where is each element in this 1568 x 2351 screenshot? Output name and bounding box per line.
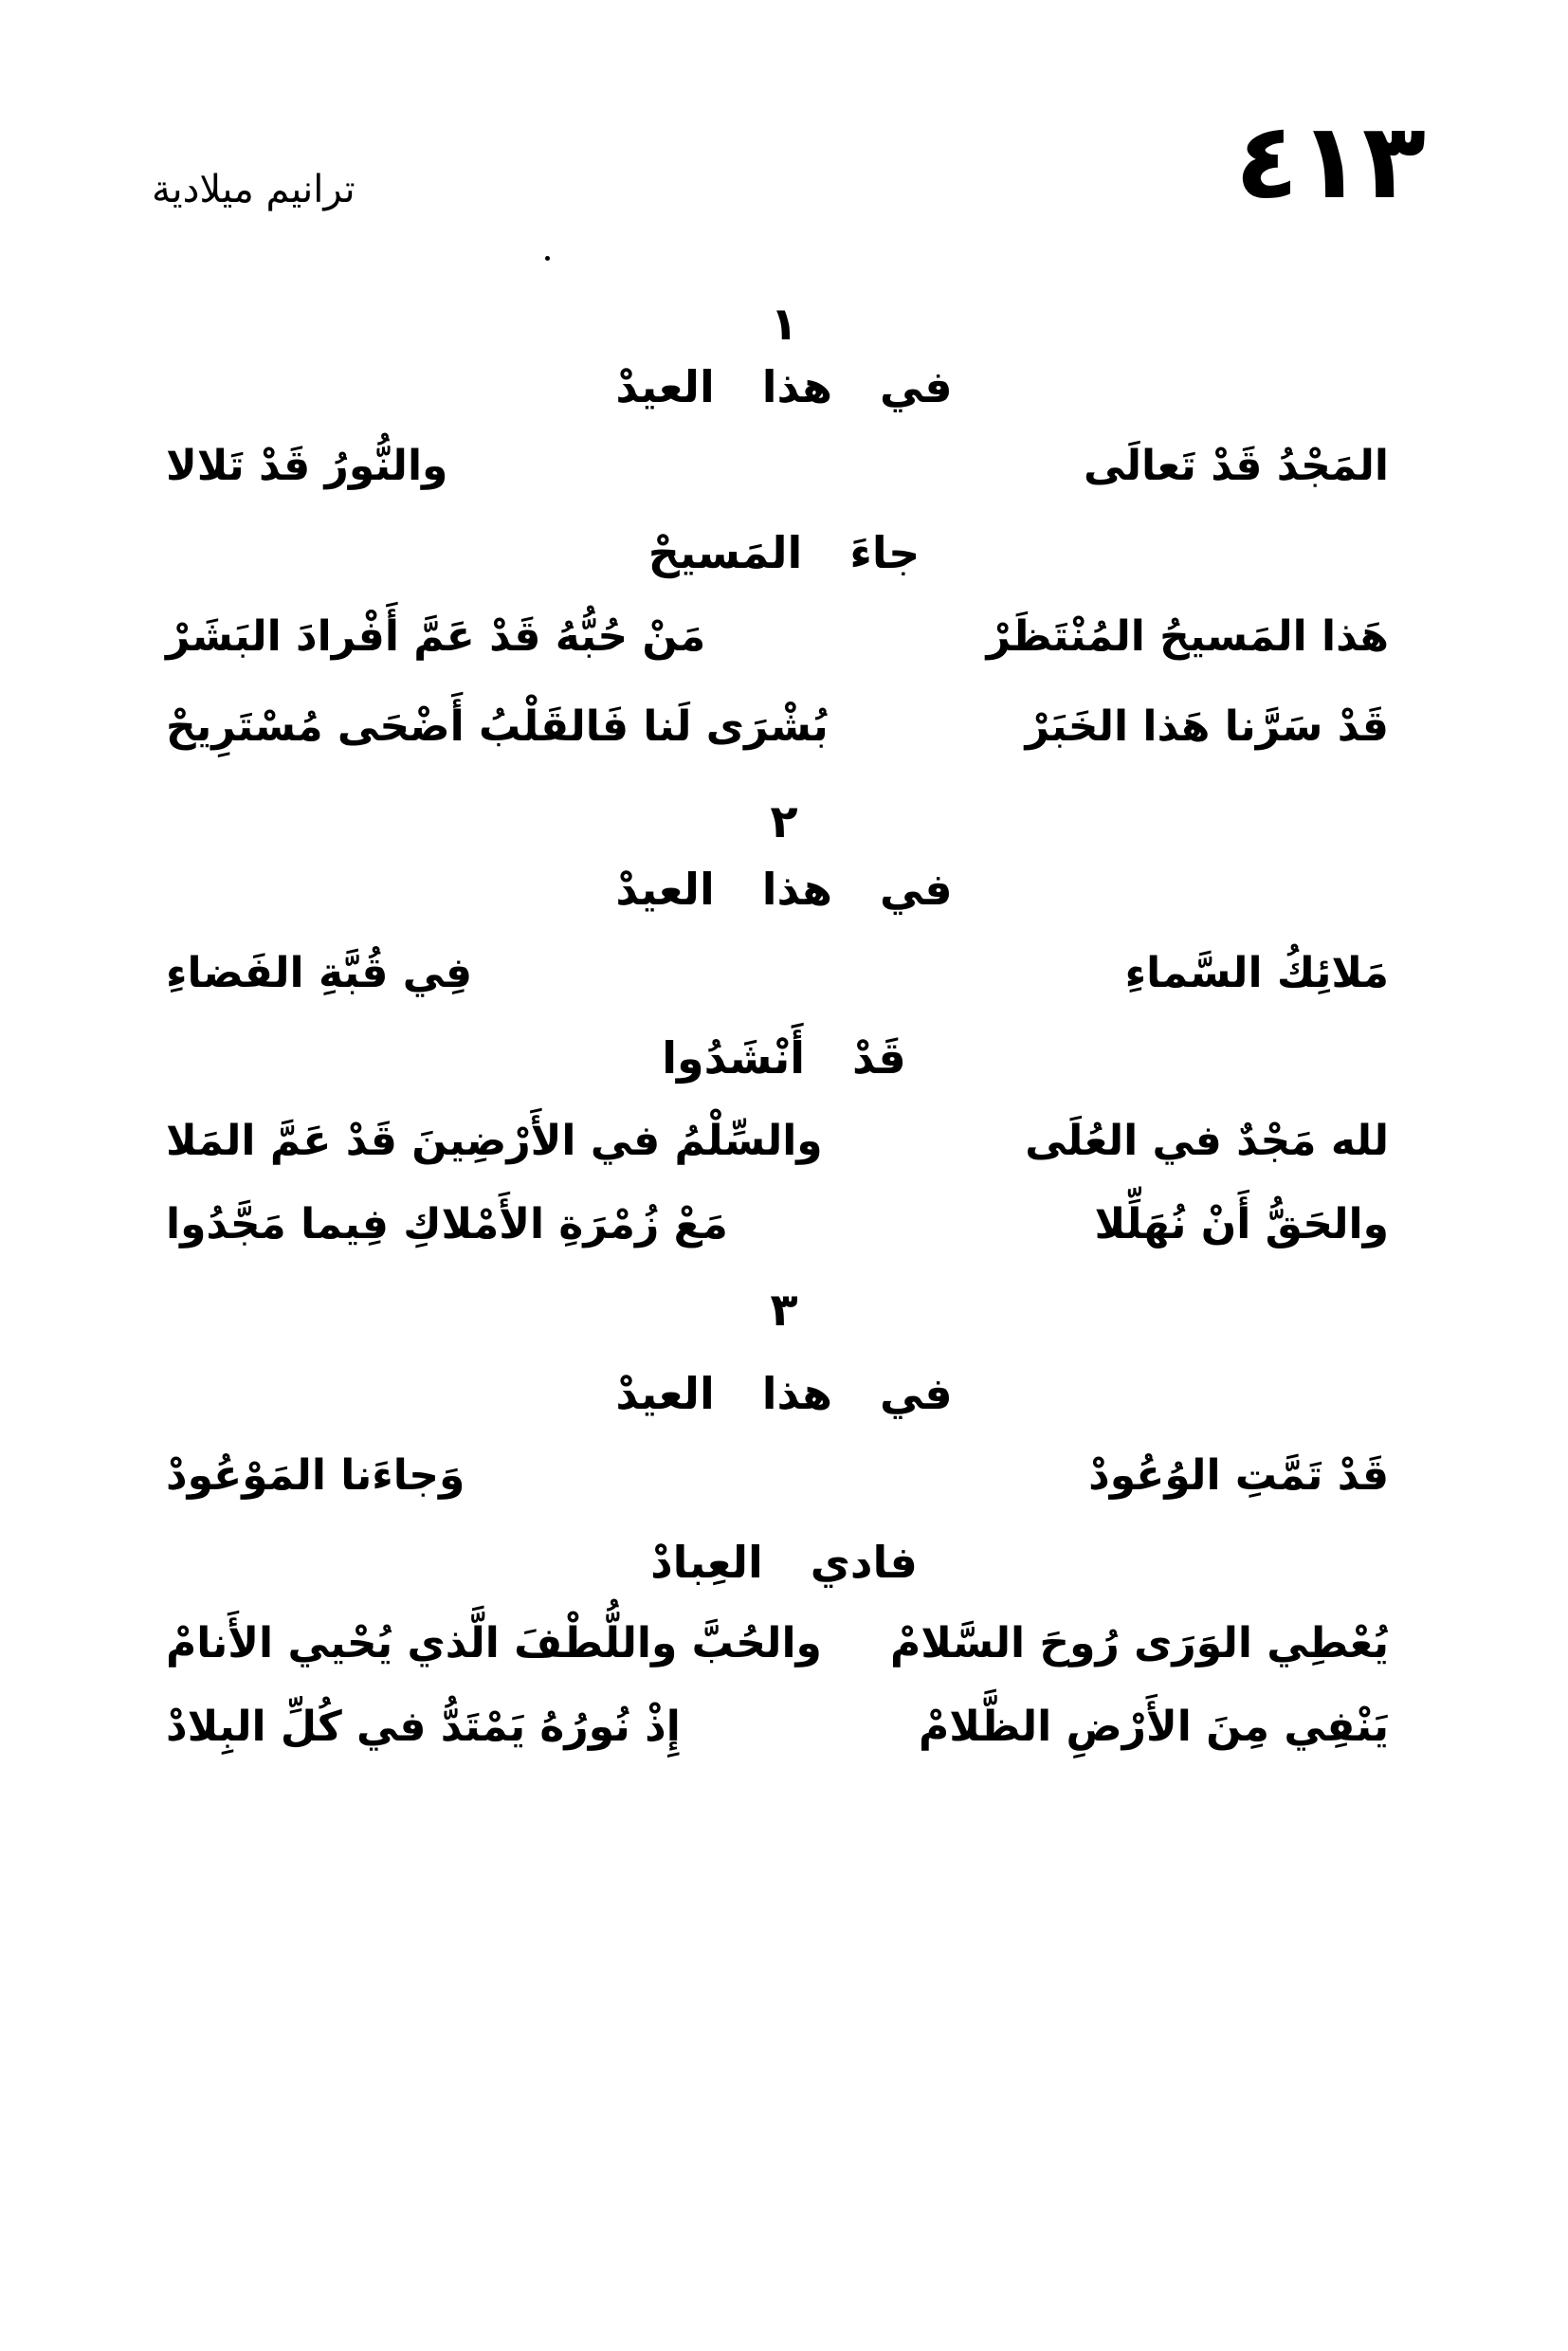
hemistich-left: مَعْ زُمْرَةِ الأَمْلاكِ فِيما مَجَّدُوا (166, 1200, 728, 1248)
hemistich-right: قَدْ تَمَّتِ الوُعُودْ (1088, 1451, 1389, 1500)
hemistich-left: والحُبَّ واللُّطْفَ الَّذي يُحْيي الأَنامْ (166, 1619, 822, 1668)
hemistich-right: مَلائِكُ السَّماءِ (1124, 949, 1389, 997)
hemistich-right: قَدْ سَرَّنا هَذا الخَبَرْ (1025, 702, 1389, 751)
verse-refrain-line: جاءَ المَسيحْ (647, 527, 921, 578)
hemistich-right: لله مَجْدٌ في العُلَى (1025, 1117, 1389, 1165)
hemistich-left: والسِّلْمُ في الأَرْضِينَ قَدْ عَمَّ المَلا (166, 1117, 823, 1165)
hemistich-left: إِذْ نُورُهُ يَمْتَدُّ في كُلِّ البِلادْ (166, 1703, 681, 1751)
hemistich-right: والحَقُّ أَنْ نُهَلِّلا (1094, 1200, 1389, 1248)
verse-number: ٢ (770, 795, 798, 848)
page-speck (545, 256, 550, 261)
verse-refrain-line: فادي العِبادْ (650, 1537, 918, 1588)
hemistich-left: والنُّورُ قَدْ تَلالا (166, 442, 448, 490)
hymn-number: ٤١٣ (1234, 100, 1426, 222)
hemistich-right: هَذا المَسيحُ المُنْتَظَرْ (986, 612, 1389, 661)
hemistich-left: وَجاءَنا المَوْعُودْ (166, 1451, 465, 1500)
hemistich-right: يُعْطِي الوَرَى رُوحَ السَّلامْ (890, 1619, 1389, 1668)
verse-refrain-line: قَدْ أَنْشَدُوا (662, 1032, 906, 1084)
verse-number: ٣ (770, 1284, 798, 1337)
verse-refrain-line: في هذا العيدْ (615, 361, 953, 412)
hemistich-right: المَجْدُ قَدْ تَعالَى (1083, 442, 1389, 490)
hemistich-left: بُشْرَى لَنا فَالقَلْبُ أَضْحَى مُسْتَرِيحْ (166, 702, 829, 751)
hemistich-left: فِي قُبَّةِ الفَضاءِ (166, 949, 473, 997)
hemistich-left: مَنْ حُبُّهُ قَدْ عَمَّ أَفْرادَ البَشَرْ (166, 612, 706, 661)
hemistich-right: يَنْفِي مِنَ الأَرْضِ الظَّلامْ (919, 1703, 1389, 1751)
verse-refrain-line: في هذا العيدْ (615, 864, 953, 915)
book-title: ترانيم ميلادية (152, 168, 356, 211)
verse-number: ١ (770, 298, 798, 351)
verse-refrain-line: في هذا العيدْ (615, 1368, 953, 1419)
